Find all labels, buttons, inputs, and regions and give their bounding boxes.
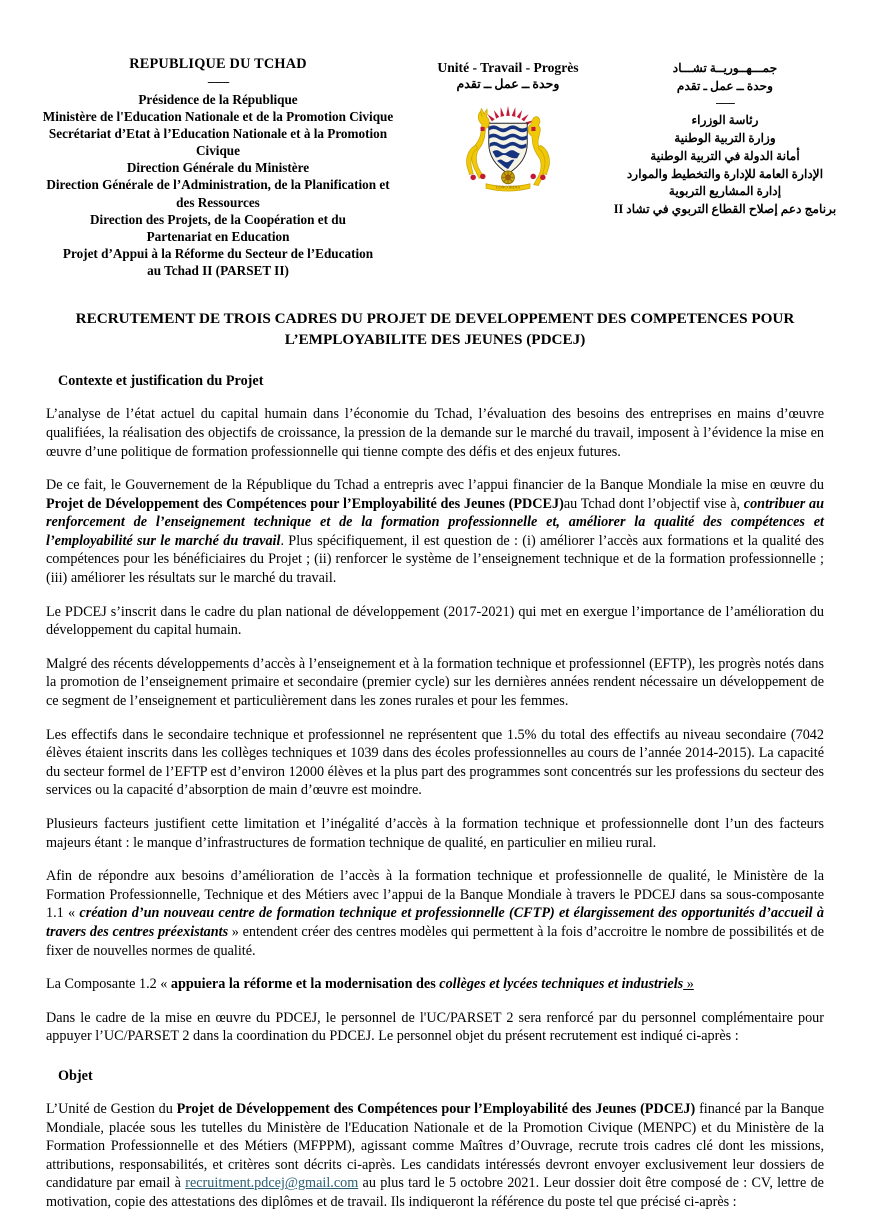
paragraph-personnel: Dans le cadre de la mise en œuvre du PDCEJ, le personnel de l'UC/PARSET 2 sera renforcé par du personnel complémentaire pour appuyer l’UC/PARSET 2 dans la coordination du PDCEJ. Le personnel objet du présent recrutement est indiqué ci-après : (46, 1009, 824, 1045)
p10-text-a: L’Unité de Gestion du (46, 1100, 177, 1117)
p2-text-c: . Plus spécifiquement, il est question de : (i) améliorer l’accès aux formations et la qualité des compétences pour les bénéficiaires du Projet ; (ii) renforcer le système de l’enseignement technique et de la formation professionnelle ; (iii) améliorer les résultats sur le marché du travail. (46, 532, 824, 587)
national-motto-arabic-right: وحدة ــ عمل ـ تقدم (676, 78, 774, 93)
paragraph-composante-12 (46, 975, 824, 994)
header-left-line-2: Secrétariat d’Etat à l’Education Nationale et à la Promotion (48, 125, 388, 141)
header-right-line-0: رئاسة الوزراء (691, 113, 759, 128)
document-header (0, 0, 870, 279)
p8-closing-guillemet: » (683, 976, 694, 993)
header-right-line-3: الإدارة العامة للإدارة والتخطيط والموارد (626, 166, 824, 181)
header-left-line-3: Civique (196, 143, 240, 159)
paragraph-effectifs: Les effectifs dans le secondaire technique et professionnel ne représentent que 1.5% du total des effectifs au niveau secondaire (7042 élèves étaient inscrits dans les collèges techniques et 1039 dans des écoles professionnelles au cours de l’année 2014-2015). La capacité du secteur formel de l’EFTP est d’environ 12000 élèves et la plus part des programmes sont concentrés sur les professions du secteur des services ou la capacité d’absorption de main d’œuvre est moindre. (46, 726, 825, 799)
p10-project-name: Projet de Développement des Compétences pour l’Employabilité des Jeunes (PDCEJ) (176, 1100, 696, 1117)
p2-text-b: au Tchad dont l’objectif vise à, (563, 495, 744, 512)
p8-bold-text: appuiera la réforme et la modernisation des (170, 976, 440, 993)
header-right-line-2: أمانة الدولة في التربية الوطنية (650, 148, 800, 163)
p7-text-a: Afin de répondre aux besoins d’amélioration de l’accès à la formation technique et professionnelle de qualité, le Ministère de la Formation Professionnelle, Technique et des Métiers avec l’appui de la Banque Mondiale à travers le PDCEJ dans sa sous-composante 1.1 « (46, 868, 824, 922)
p2-text-a: De ce fait, le Gouvernement de la République du Tchad a entrepris avec l’appui financier de la Banque Mondiale la mise en œuvre du (46, 477, 824, 494)
paragraph-analyse: L’analyse de l’état actuel du capital humain dans l’économie du Tchad, l’évaluation des besoins des entreprises en mains d’œuvre qualifiées, la réalisation des objectifs de croissance, la pression de la demande sur le marché du travail, imposent à l’évidence la mise en œuvre d’une politique de formation professionnelle qui tienne compte des défis et des enjeux futures. (46, 406, 824, 460)
p10-text-b: financé par la Banque Mondiale, placée sous les tutelles du Ministère de l'Education Nationale et de la Promotion Civique (MENPC) et du Ministère de la Formation Professionnelle et des Métiers (MFPPM), agissant comme Maîtres d’Ouvrage, recrute trois cadres clé dont les missions, attributions, responsabilités, et critères sont décrits ci-après. Les candidats intéressés devront envoyer exclusivement leur dossiers de candidature par email à (46, 1100, 824, 1192)
header-separator-left: -------- (207, 75, 229, 88)
page-title: RECRUTEMENT DE TROIS CADRES DU PROJET DE DEVELOPPEMENT DES COMPETENCES POUR L’EMPLOYABILITE DES JEUNES (PDCEJ) (75, 310, 795, 349)
paragraph-sous-composante (46, 867, 824, 960)
header-left-line-8: Partenariat en Education (146, 228, 290, 244)
header-left-line-7: Direction des Projets, de la Coopération et du (90, 211, 346, 227)
paragraph-gouvernement (46, 476, 824, 588)
p8-text-a: La Composante 1.2 « (46, 976, 171, 993)
paragraph-pdcej-plan: Le PDCEJ s’inscrit dans le cadre du plan national de développement (2017-2021) qui met en exergue l’importance de l’amélioration du développement du capital humain. (46, 603, 824, 639)
header-left-line-1: Ministère de l'Education Nationale et de la Promotion Civique (42, 108, 394, 124)
p7-subcomponent-emphasis: création d’un nouveau centre de formation technique et professionnelle (CFTP) et élargissement des opportunités d’accueil à travers des centres préexistants (46, 905, 824, 940)
svg-text:CONCORDIA: CONCORDIA (495, 184, 521, 190)
paragraph-malgre: Malgré des récents développements d’accès à l’enseignement et à la formation technique et professionnel (EFTP), les progrès notés dans la promotion de l’enseignement primaire et secondaire (premier cycle) sur les dernières années rendent nécessaire un développement de ce segment de l’enseignement et particulièrement dans les zones rurales et pour les femmes. (46, 655, 824, 710)
section-heading-contexte: Contexte et justification du Projet (58, 373, 264, 390)
header-separator-right: ------- (715, 97, 735, 110)
header-left-line-10: au Tchad II (PARSET II) (147, 263, 289, 279)
header-french-block (18, 55, 418, 279)
republic-title: REPUBLIQUE DU TCHAD (129, 56, 307, 72)
header-left-line-6: des Ressources (176, 194, 260, 210)
header-left-line-5: Direction Générale de l’Administration, de la Planification et (46, 177, 390, 193)
paragraph-facteurs: Plusieurs facteurs justifient cette limitation et l’inégalité d’accès à la formation technique et professionnelle dont l’un des facteurs majeurs étant : le manque d’infrastructures de formation technique de qualité, en particulier en milieu rural. (46, 816, 824, 851)
p2-objective-emphasis: contribuer au renforcement de l’enseignement technique et de la formation professionnelle et, améliorer la qualité des compétences et l’employabilité sur le marché du travail (46, 495, 824, 549)
national-motto-arabic: وحدة ــ عمل ــ تقدم (456, 77, 560, 91)
header-left-line-4: Direction Générale du Ministère (126, 160, 310, 176)
header-right-line-1: وزارة التربية الوطنية (674, 131, 776, 146)
p10-text-c: au plus tard le 5 octobre 2021. Leur dossier doit être composé de : CV, lettre de motivation, copie des attestations des diplômes et de travail. Ils indiqueront la référence du poste tel que précisé ci-après : (46, 1175, 824, 1210)
paragraph-unite-gestion (46, 1100, 824, 1212)
republic-title-arabic: جمـــهــوريــة تشـــاد (672, 61, 778, 75)
header-center-block (418, 55, 598, 192)
p8-italic-emphasis: collèges et lycées techniques et industriels (439, 976, 684, 993)
header-left-line-0: Présidence de la République (138, 91, 298, 107)
p7-text-b: » entendent créer des centres modèles qui permettent à la fois d’accroitre le nombre de possibilités et de fixer de nouvelles normes de qualité. (46, 923, 824, 959)
document-body (0, 309, 870, 1211)
header-left-line-9: Projet d’Appui à la Réforme du Secteur de l’Education (62, 246, 374, 262)
header-right-line-5: برنامج دعم إصلاح القطاع التربوي في تشاد II (613, 201, 837, 216)
header-arabic-block (598, 55, 852, 219)
application-email-link[interactable]: recruitment.pdcej@gmail.com (185, 1175, 359, 1192)
p2-project-name: Projet de Développement des Compétences pour l’Employabilité des Jeunes (PDCEJ) (46, 495, 564, 512)
header-right-line-4: إدارة المشاريع التربوية (668, 184, 782, 199)
section-heading-objet: Objet (58, 1067, 93, 1084)
national-motto-french: Unité - Travail - Progrès (437, 60, 579, 75)
coat-of-arms-icon (418, 104, 598, 192)
